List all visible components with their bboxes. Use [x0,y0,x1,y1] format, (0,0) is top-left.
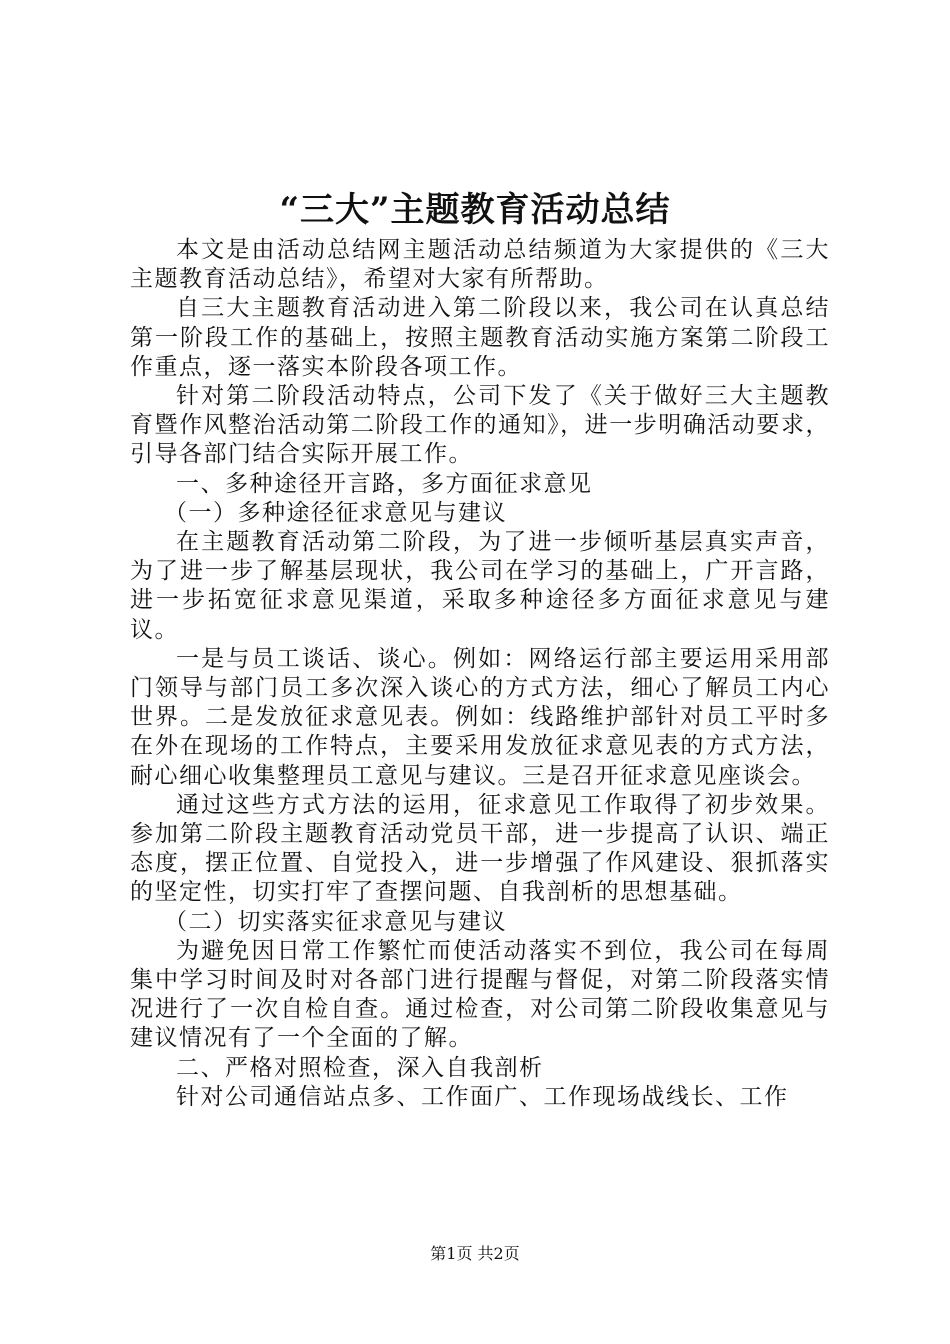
paragraph: 为避免因日常工作繁忙而使活动落实不到位，我公司在每周集中学习时间及时对各部门进行提醒与督促，对第二阶段落实情况进行了一次自检自查。通过检查，对公司第二阶段收集意见与建议情况有了一个全面的了解。 [130,937,830,1052]
paragraph: 针对第二阶段活动特点，公司下发了《关于做好三大主题教育暨作风整治活动第二阶段工作的通知》，进一步明确活动要求，引导各部门结合实际开展工作。 [130,383,830,468]
page-number-footer: 第1页 共2页 [430,1244,520,1263]
document-body [130,236,830,1112]
subsection-heading: （二）切实落实征求意见与建议 [164,908,507,935]
subsection-heading: （一）多种途径征求意见与建议 [164,499,507,526]
document-title: “三大”主题教育活动总结 [279,190,671,230]
paragraph: 一是与员工谈话、谈心。例如：网络运行部主要运用采用部门领导与部门员工多次深入谈心的方式方法，细心了解员工内心世界。二是发放征求意见表。例如：线路维护部针对员工平时多在外在现场的工作特点，主要采用发放征求意见表的方式方法，耐心细心收集整理员工意见与建议。三是召开征求意见座谈会。 [130,645,830,789]
paragraph: 针对公司通信站点多、工作面广、工作现场战线长、工作 [176,1083,789,1110]
paragraph: 在主题教育活动第二阶段，为了进一步倾听基层真实声音，为了进一步了解基层现状，我公司在学习的基础上，广开言路，进一步拓宽征求意见渠道，采取多种途径多方面征求意见与建议。 [130,529,830,643]
section-heading: 二、严格对照检查，深入自我剖析 [176,1054,544,1081]
paragraph: 通过这些方式方法的运用，征求意见工作取得了初步效果。参加第二阶段主题教育活动党员干部，进一步提高了认识、端正态度，摆正位置、自觉投入，进一步增强了作风建设、狠抓落实的坚定性，切实打牢了查摆问题、自我剖析的思想基础。 [130,791,830,906]
section-heading: 一、多种途径开言路，多方面征求意见 [176,470,593,497]
paragraph-intro: 本文是由活动总结网主题活动总结频道为大家提供的《三大主题教育活动总结》，希望对大家有所帮助。 [130,237,830,293]
paragraph: 自三大主题教育活动进入第二阶段以来，我公司在认真总结第一阶段工作的基础上，按照主题教育活动实施方案第二阶段工作重点，逐一落实本阶段各项工作。 [130,295,830,380]
